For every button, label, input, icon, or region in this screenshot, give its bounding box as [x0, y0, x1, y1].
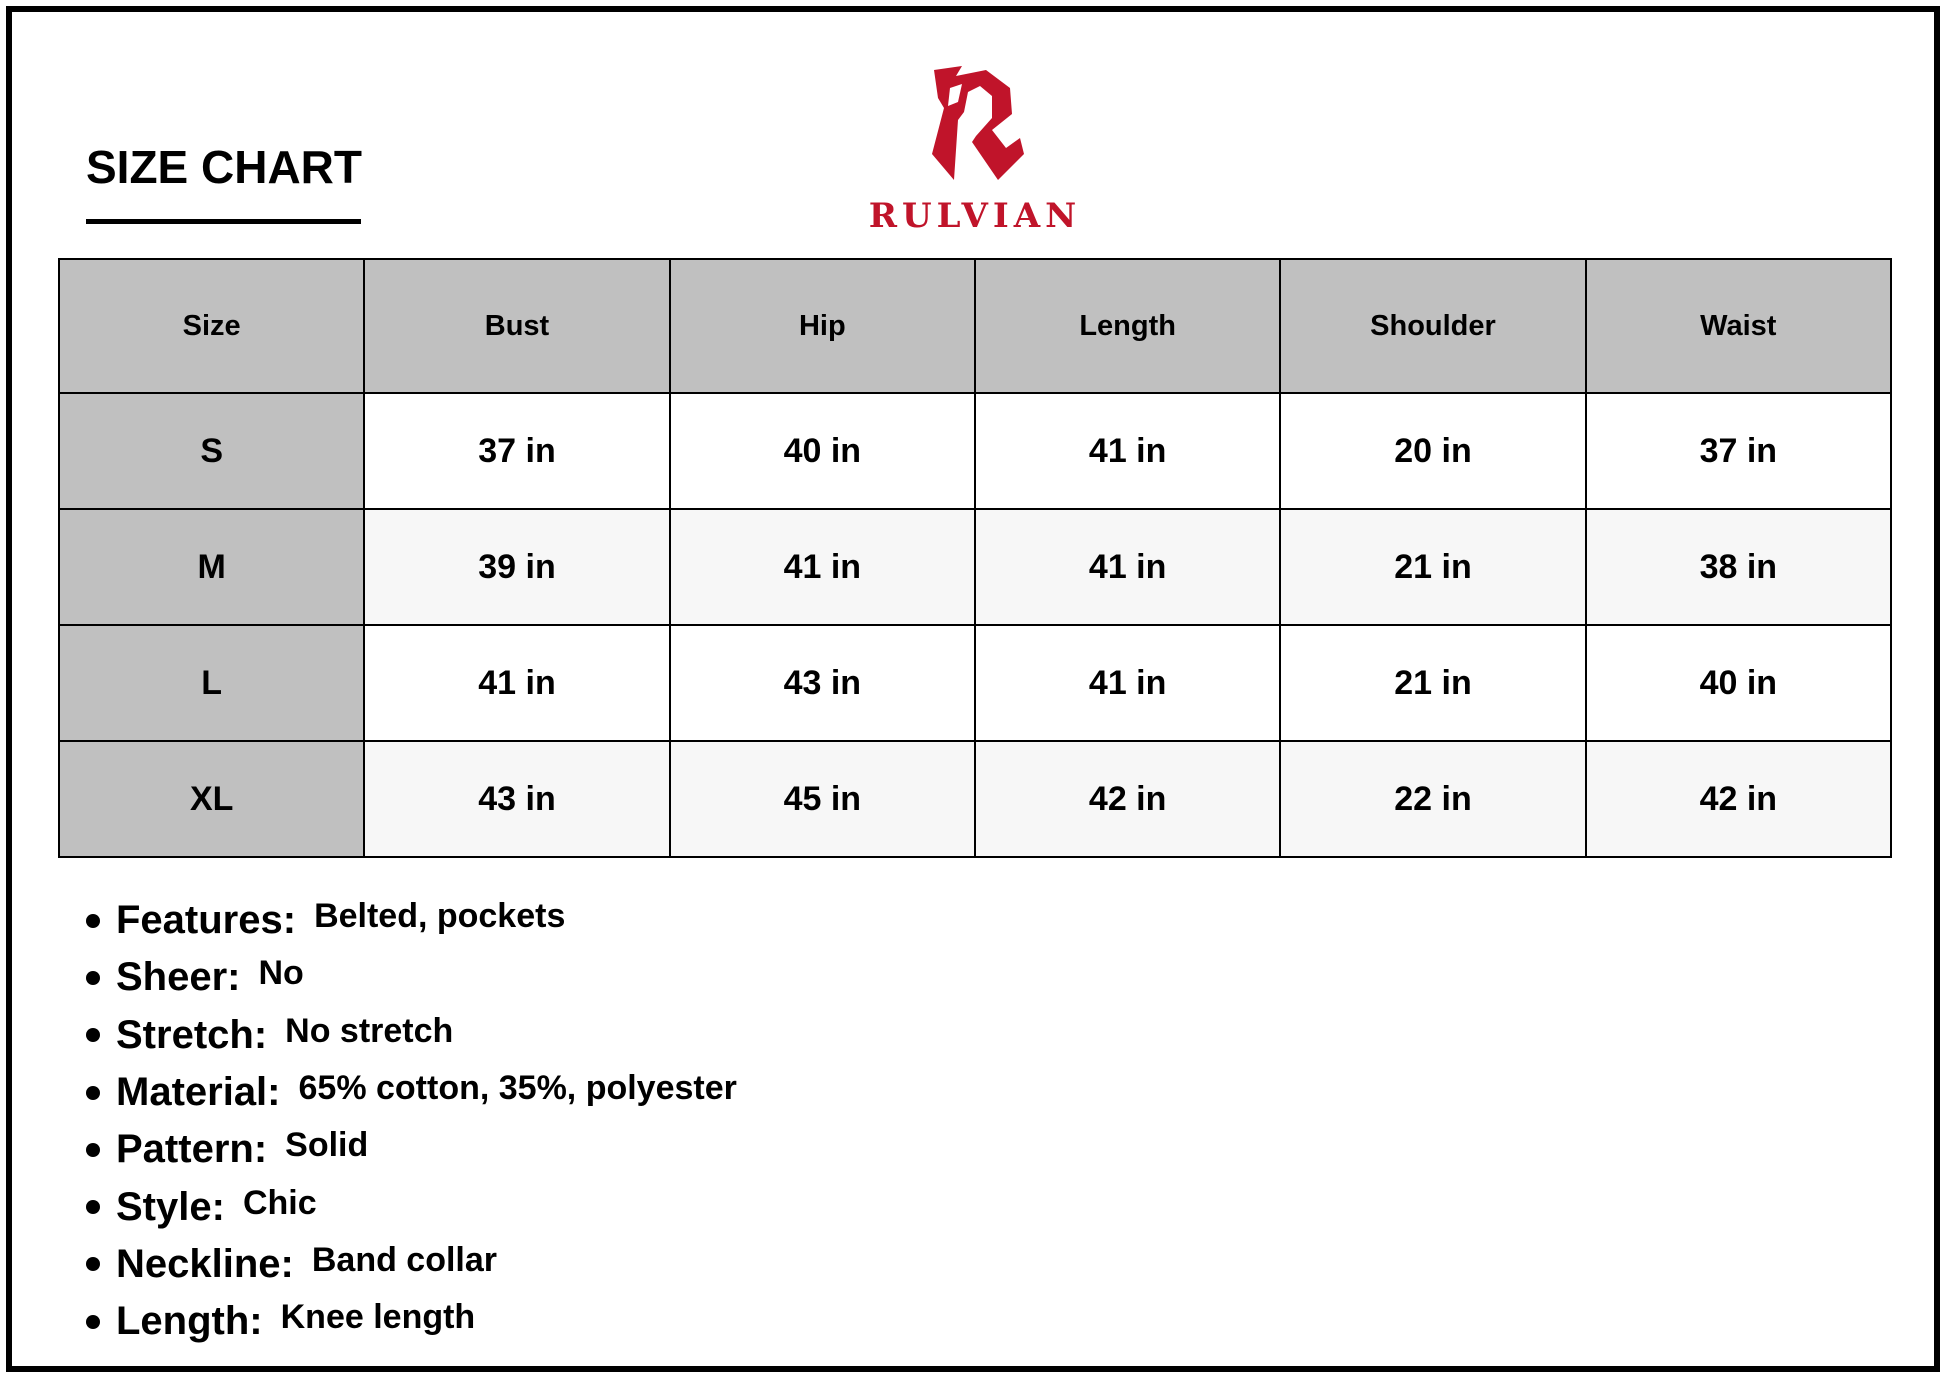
- size-label-cell: XL: [59, 741, 364, 857]
- list-item: [86, 1007, 737, 1064]
- table-cell: 38 in: [1586, 509, 1891, 625]
- detail-label: Material:: [116, 1070, 281, 1115]
- detail-value: Band collar: [311, 1240, 498, 1279]
- detail-value: Chic: [242, 1183, 317, 1222]
- column-header: Waist: [1586, 259, 1891, 393]
- detail-label: Style:: [116, 1184, 225, 1229]
- column-header: Shoulder: [1280, 259, 1585, 393]
- page-title: SIZE CHART: [86, 141, 362, 193]
- detail-value: Knee length: [280, 1298, 476, 1337]
- detail-value: No stretch: [285, 1011, 454, 1050]
- detail-value: Belted, pockets: [314, 897, 566, 936]
- table-cell: 43 in: [364, 741, 669, 857]
- detail-label: Features:: [116, 898, 297, 943]
- column-header: Size: [59, 259, 364, 393]
- list-item: [86, 1121, 737, 1178]
- table-cell: 41 in: [975, 509, 1280, 625]
- size-table: [58, 258, 1892, 858]
- detail-label: Neckline:: [116, 1241, 294, 1286]
- detail-label: Length:: [116, 1299, 263, 1344]
- table-cell: 37 in: [364, 393, 669, 509]
- table-row: [59, 509, 1891, 625]
- list-item: [86, 1236, 737, 1293]
- table-header-row: [59, 259, 1891, 393]
- list-item: [86, 1178, 737, 1235]
- table-cell: 40 in: [670, 393, 975, 509]
- table-cell: 41 in: [975, 393, 1280, 509]
- table-cell: 41 in: [670, 509, 975, 625]
- table-cell: 41 in: [364, 625, 669, 741]
- list-item: [86, 1293, 737, 1350]
- table-cell: 21 in: [1280, 509, 1585, 625]
- table-row: [59, 393, 1891, 509]
- table-cell: 42 in: [1586, 741, 1891, 857]
- detail-value: No: [258, 954, 304, 993]
- table-cell: 45 in: [670, 741, 975, 857]
- bullet-icon: [86, 1200, 100, 1214]
- column-header: Hip: [670, 259, 975, 393]
- table-cell: 22 in: [1280, 741, 1585, 857]
- table-row: [59, 741, 1891, 857]
- table-cell: 37 in: [1586, 393, 1891, 509]
- table-cell: 21 in: [1280, 625, 1585, 741]
- brand-name: RULVIAN: [868, 196, 1082, 236]
- table-cell: 42 in: [975, 741, 1280, 857]
- list-item: [86, 1064, 737, 1121]
- detail-label: Stretch:: [116, 1012, 268, 1057]
- detail-label: Sheer:: [116, 955, 241, 1000]
- table-cell: 43 in: [670, 625, 975, 741]
- detail-value: Solid: [285, 1126, 369, 1165]
- table-row: [59, 625, 1891, 741]
- detail-value: 65% cotton, 35%, polyester: [298, 1069, 737, 1108]
- list-item: [86, 949, 737, 1006]
- detail-label: Pattern:: [116, 1127, 268, 1172]
- brand-logo: [860, 58, 1090, 238]
- size-label-cell: S: [59, 393, 364, 509]
- bullet-icon: [86, 971, 100, 985]
- bullet-icon: [86, 1143, 100, 1157]
- table-cell: 39 in: [364, 509, 669, 625]
- column-header: Bust: [364, 259, 669, 393]
- title-underline: [86, 219, 361, 224]
- bullet-icon: [86, 914, 100, 928]
- bullet-icon: [86, 1086, 100, 1100]
- list-item: [86, 892, 737, 949]
- bullet-icon: [86, 1257, 100, 1271]
- size-label-cell: M: [59, 509, 364, 625]
- table-cell: 40 in: [1586, 625, 1891, 741]
- size-label-cell: L: [59, 625, 364, 741]
- product-details-list: [86, 892, 737, 1350]
- rulvian-r-logo-icon: [914, 58, 1034, 188]
- table-cell: 41 in: [975, 625, 1280, 741]
- column-header: Length: [975, 259, 1280, 393]
- bullet-icon: [86, 1315, 100, 1329]
- table-cell: 20 in: [1280, 393, 1585, 509]
- bullet-icon: [86, 1028, 100, 1042]
